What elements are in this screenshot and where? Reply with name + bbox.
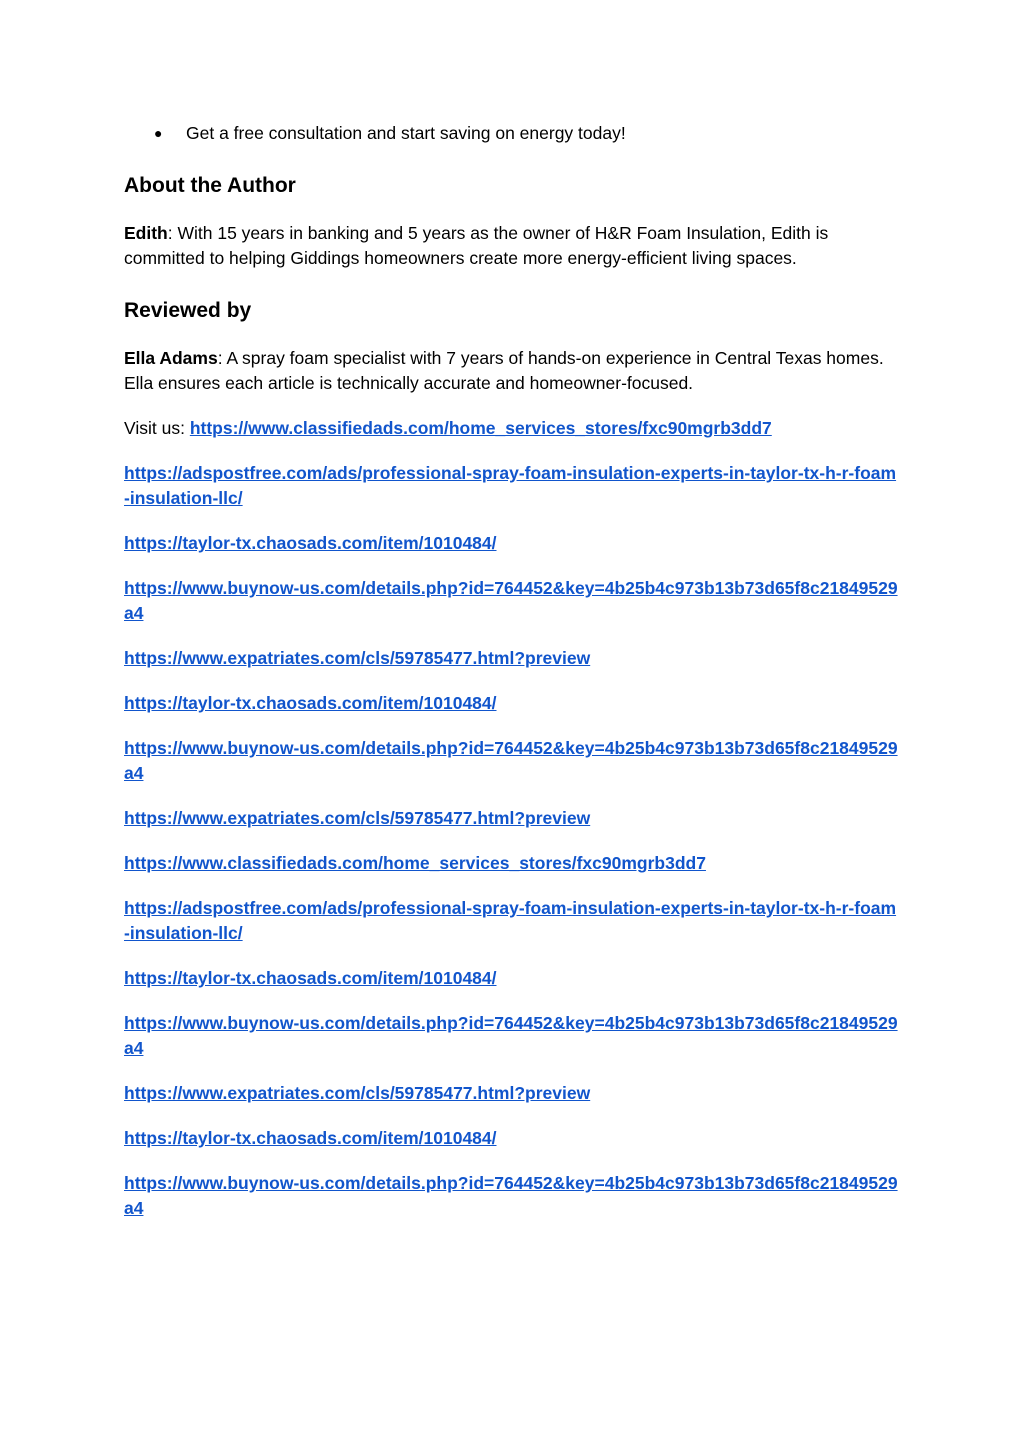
external-link[interactable]: https://www.buynow-us.com/details.php?id=764452&key=4b25b4c973b13b73d65f8c21849529a4 [124, 1173, 898, 1218]
external-link[interactable]: https://www.buynow-us.com/details.php?id=764452&key=4b25b4c973b13b73d65f8c21849529a4 [124, 578, 898, 623]
about-heading: About the Author [124, 174, 296, 197]
visit-link[interactable]: https://www.classifiedads.com/home_services_stores/fxc90mgrb3dd7 [189, 418, 772, 438]
link-paragraph [124, 1126, 900, 1151]
link-paragraph [124, 1171, 900, 1221]
link-paragraph [124, 736, 900, 786]
external-link[interactable]: https://taylor-tx.chaosads.com/item/1010484/ [124, 1128, 497, 1148]
external-link[interactable]: https://adspostfree.com/ads/professional-spray-foam-insulation-experts-in-taylor-tx-h-r-foam-insulation-llc/ [124, 463, 897, 508]
external-link[interactable]: https://adspostfree.com/ads/professional-spray-foam-insulation-experts-in-taylor-tx-h-r-foam-insulation-llc/ [124, 898, 897, 943]
link-paragraph [124, 646, 900, 671]
external-link[interactable]: https://www.expatriates.com/cls/59785477.html?preview [124, 648, 591, 668]
external-link[interactable]: https://taylor-tx.chaosads.com/item/1010484/ [124, 968, 497, 988]
external-link[interactable]: https://www.buynow-us.com/details.php?id=764452&key=4b25b4c973b13b73d65f8c21849529a4 [124, 738, 898, 783]
link-paragraph [124, 1011, 900, 1061]
link-paragraph [124, 691, 900, 716]
visit-label: Visit us: [124, 418, 190, 438]
external-link[interactable]: https://www.expatriates.com/cls/59785477.html?preview [124, 1083, 591, 1103]
bullet-dot-icon: ● [154, 125, 163, 141]
link-paragraph [124, 966, 900, 991]
external-link[interactable]: https://www.classifiedads.com/home_services_stores/fxc90mgrb3dd7 [124, 853, 706, 873]
about-paragraph [124, 221, 900, 271]
external-link[interactable]: https://www.expatriates.com/cls/59785477.html?preview [124, 808, 591, 828]
external-link[interactable]: https://www.buynow-us.com/details.php?id=764452&key=4b25b4c973b13b73d65f8c21849529a4 [124, 1013, 898, 1058]
reviewed-paragraph [124, 346, 900, 396]
link-paragraph [124, 1081, 900, 1106]
author-name: Edith [124, 223, 168, 243]
link-paragraph [124, 806, 900, 831]
document-content [124, 121, 900, 1241]
link-paragraph [124, 461, 900, 511]
reviewed-text: : A spray foam specialist with 7 years of hands-on experience in Central Texas homes. Ella ensures each article is technically accurate and homeowner-focused. [124, 348, 884, 393]
external-link[interactable]: https://taylor-tx.chaosads.com/item/1010484/ [124, 693, 497, 713]
visit-paragraph [124, 416, 900, 441]
reviewer-name: Ella Adams [124, 348, 218, 368]
external-link[interactable]: https://taylor-tx.chaosads.com/item/1010484/ [124, 533, 497, 553]
link-paragraph [124, 576, 900, 626]
link-paragraph [124, 896, 900, 946]
about-text: : With 15 years in banking and 5 years as the owner of H&R Foam Insulation, Edith is committed to helping Giddings homeowners create more energy-efficient living spaces. [124, 223, 829, 268]
link-paragraph [124, 531, 900, 556]
bullet-item [124, 121, 900, 146]
link-paragraph [124, 851, 900, 876]
reviewed-heading: Reviewed by [124, 299, 252, 322]
link-list [124, 461, 900, 1221]
bullet-text: Get a free consultation and start saving on energy today! [186, 123, 626, 143]
